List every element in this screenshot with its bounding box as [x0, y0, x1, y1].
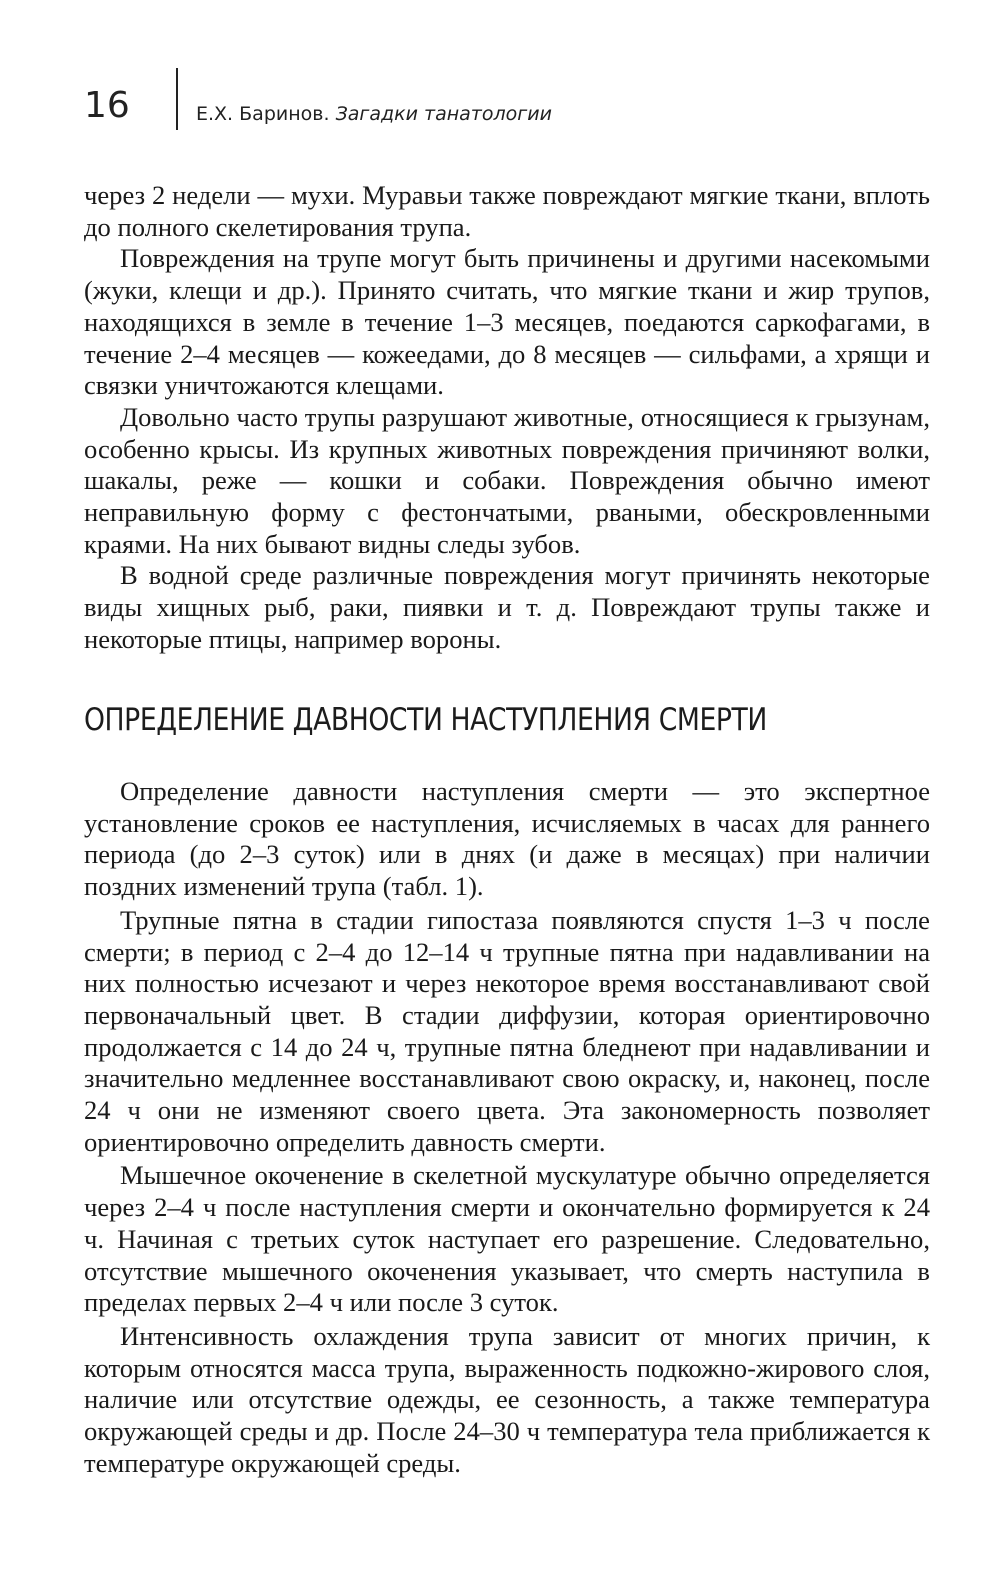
body-text-top — [84, 180, 930, 656]
running-head-book-title: Загадки танатологии — [335, 103, 552, 125]
paragraph: Интенсивность охлаждения трупа зависит от многих причин, к которым относятся масса трупа, выраженность подкожно-жирового слоя, наличие или отсутствие одежды, ее сезонность, а также температура окружающей среды и др. После 24–30 ч температура тела приближается к температуре окружающей среды. — [84, 1320, 930, 1478]
page-header — [84, 58, 944, 138]
section-body — [84, 776, 930, 1479]
paragraph: В водной среде различные повреждения могут причинять некоторые виды хищных рыб, раки, пиявки и т. д. Повреждают трупы также и некоторые птицы, например вороны. — [84, 560, 930, 654]
paragraph: Довольно часто трупы разрушают животные, относящиеся к грызунам, особенно крысы. Из крупных животных повреждения причиняют волки, шакалы, реже — кошки и собаки. Повреждения обычно имеют неправильную форму с фестончатыми, рваными, обескровленными краями. На них бывают видны следы зубов. — [84, 401, 930, 559]
running-head — [196, 102, 552, 126]
section — [84, 698, 930, 1479]
running-head-author: Е.Х. Баринов. — [196, 103, 330, 125]
section-heading: ОПРЕДЕЛЕНИЕ ДАВНОСТИ НАСТУПЛЕНИЯ СМЕРТИ — [84, 702, 767, 738]
paragraph: Повреждения на трупе могут быть причинены и другими насекомыми (жуки, клещи и др.). Принято считать, что мягкие ткани и жир трупов, находящихся в земле в течение 1–3 месяцев, поедаются саркофагами, в течение 2–4 месяцев — кожеедами, до 8 месяцев — сильфами, а хрящи и связки уничтожаются клещами. — [84, 243, 930, 401]
paragraph: Мышечное окоченение в скелетной мускулатуре обычно определяется через 2–4 ч после наступления смерти и окончательно формируется к 24 ч. Начиная с третьих суток наступает его разрешение. Следовательно, отсутствие мышечного окоченения указывает, что смерть наступила в пределах первых 2–4 ч или после 3 суток. — [84, 1160, 930, 1318]
header-divider — [176, 68, 178, 130]
paragraph: через 2 недели — мухи. Муравьи также повреждают мягкие ткани, вплоть до полного скелетирования трупа. — [84, 180, 930, 242]
paragraph: Определение давности наступления смерти — это экспертное установление сроков ее наступления, исчисляемых в часах для раннего периода (до 2–3 суток) или в днях (и даже в месяцах) при наличии поздних изменений трупа (табл. 1). — [84, 776, 930, 902]
paragraph: Трупные пятна в стадии гипостаза появляются спустя 1–3 ч после смерти; в период с 2–4 до 12–14 ч трупные пятна при надавливании на них полностью исчезают и через некоторое время восстанавливают свой первоначальный цвет. В стадии диффузии, которая ориентировочно продолжается с 14 до 24 ч, трупные пятна бледнеют при надавливании и значительно медленнее восстанавливают свою окраску, и, наконец, после 24 ч они не изменяют своего цвета. Эта закономерность позволяет ориентировочно определить давность смерти. — [84, 904, 930, 1157]
page-number: 16 — [84, 85, 130, 126]
